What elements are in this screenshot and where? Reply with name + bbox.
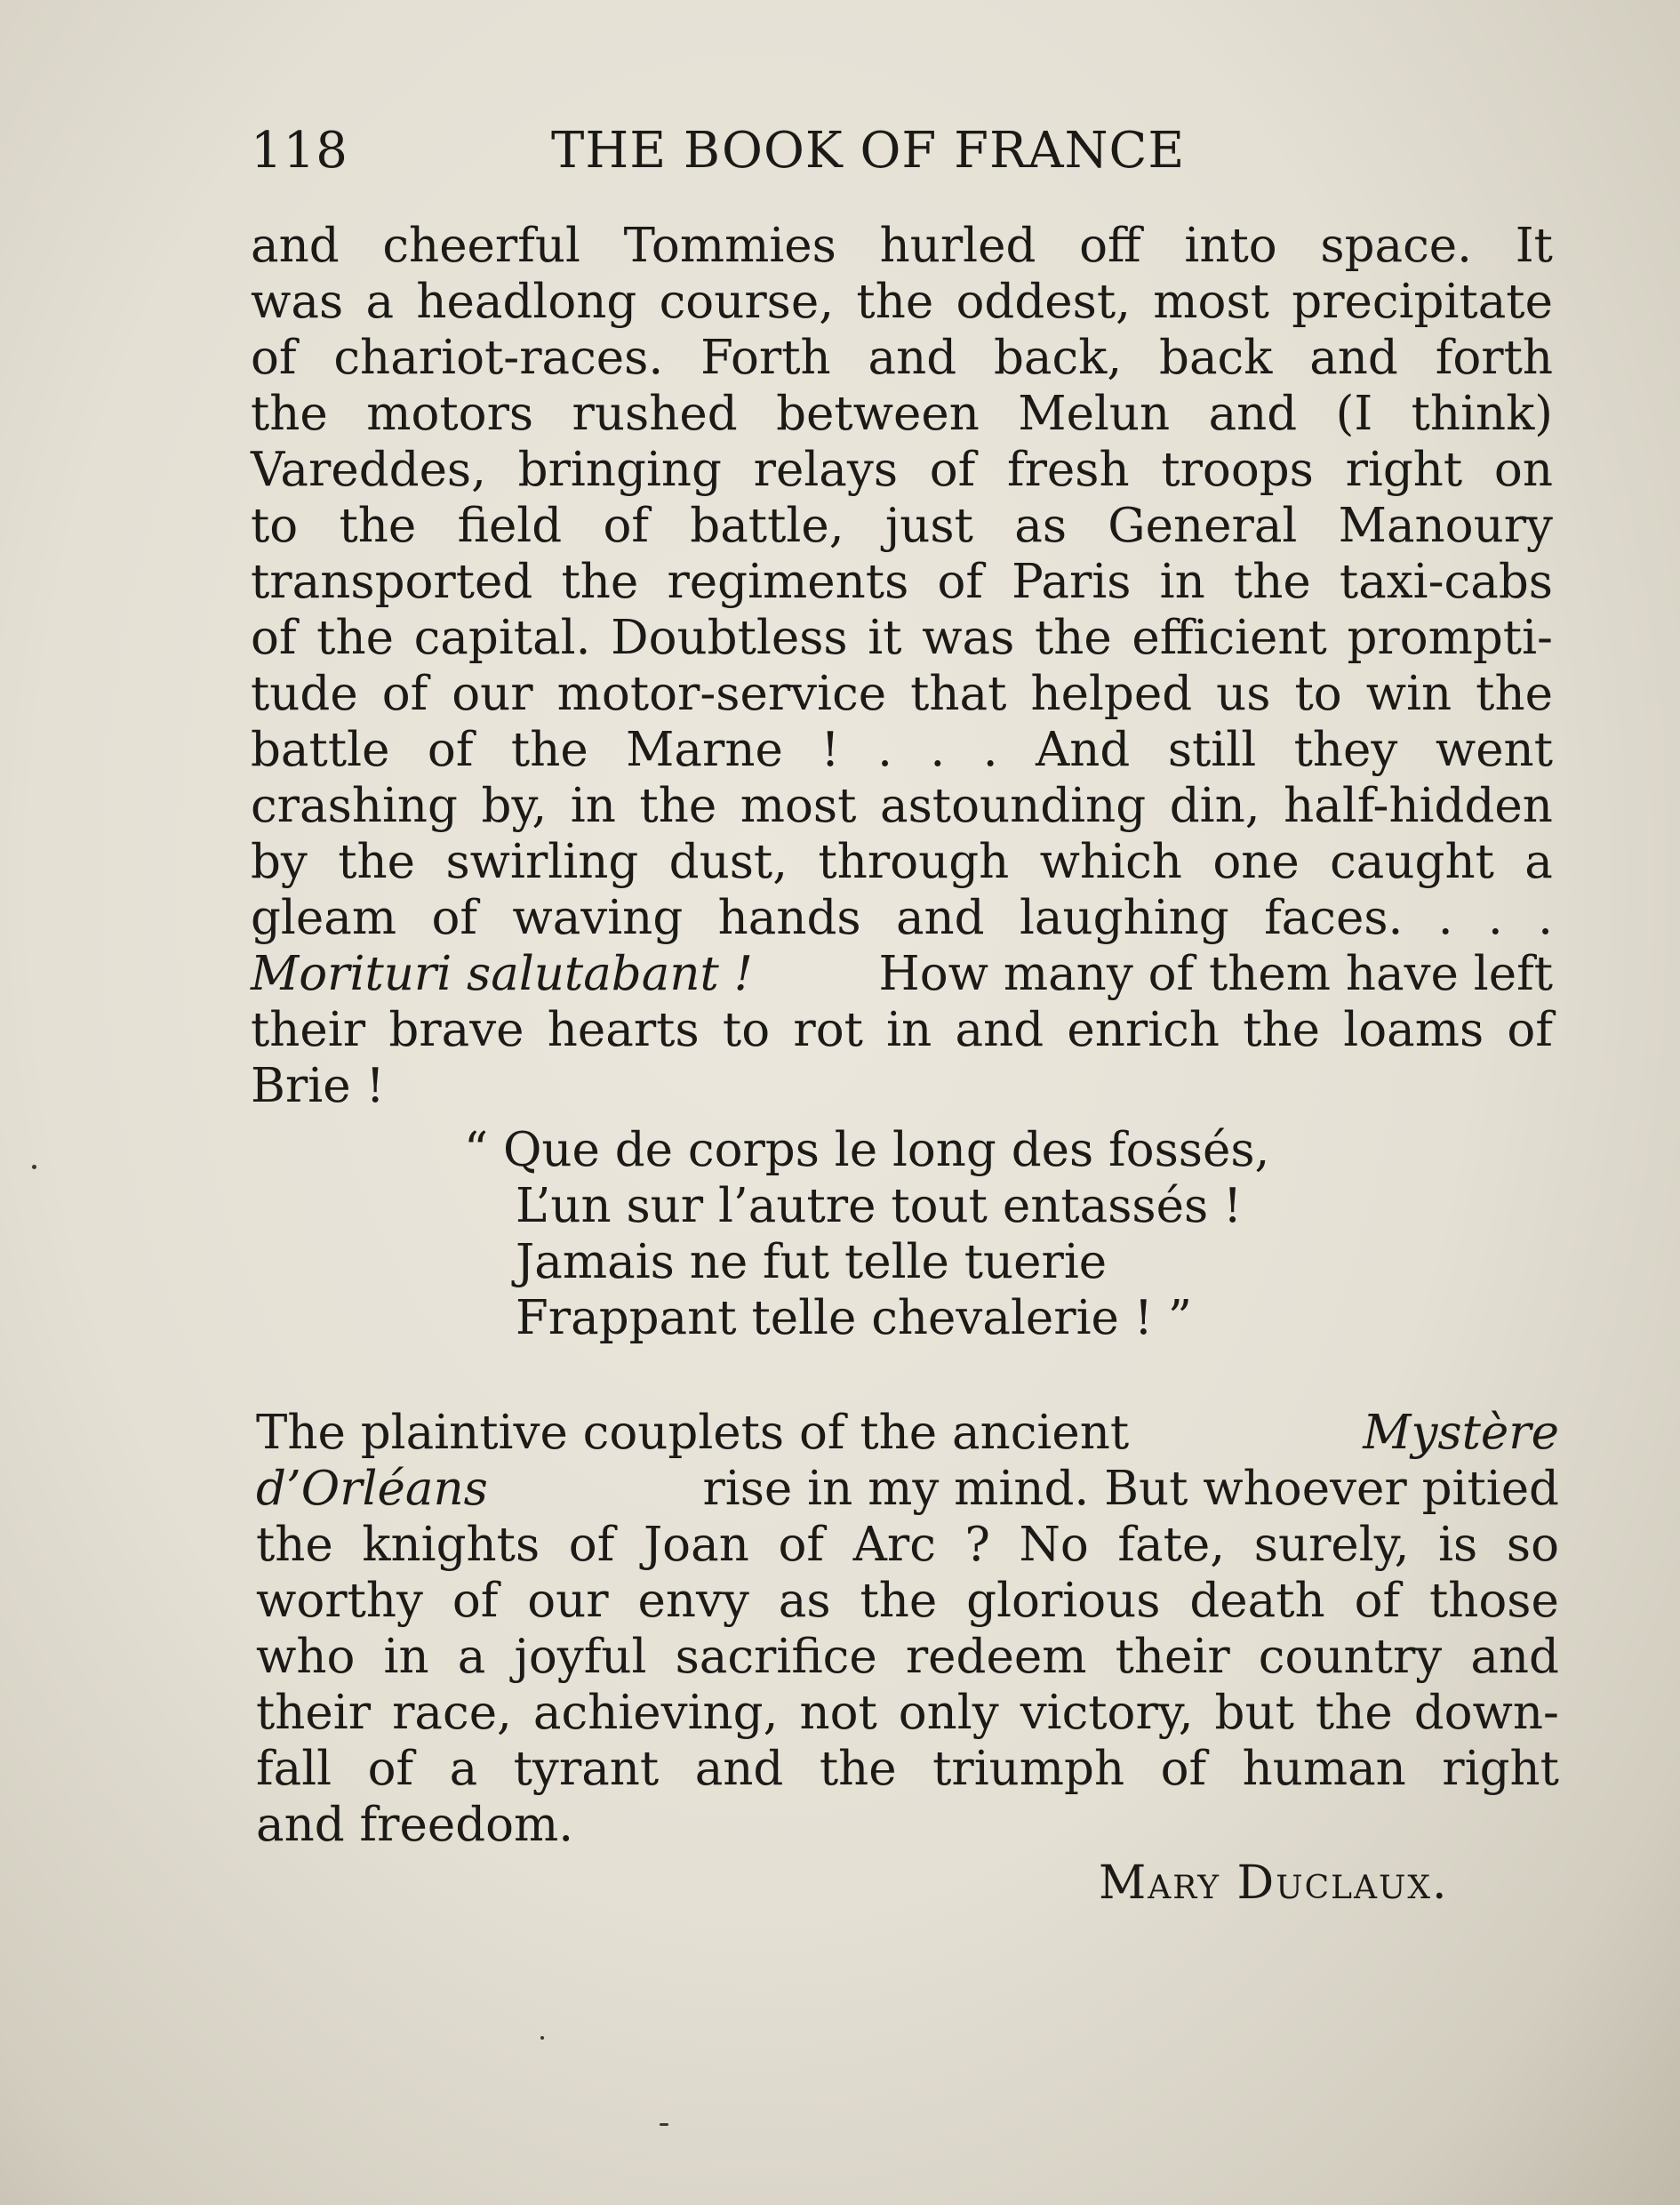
word: who — [256, 1630, 356, 1684]
word: and — [1470, 1630, 1559, 1684]
word: their — [1115, 1630, 1230, 1684]
word: a — [1524, 835, 1553, 889]
word: tude — [251, 667, 358, 721]
word: No — [1019, 1518, 1089, 1572]
word: motors — [366, 387, 534, 441]
word: capital. — [413, 611, 591, 665]
word: in — [886, 1003, 932, 1057]
word: just — [884, 499, 973, 553]
word: the — [510, 723, 588, 777]
word: . — [1538, 891, 1553, 945]
word: Arc — [852, 1518, 936, 1572]
word: death — [1189, 1574, 1325, 1628]
word: right — [1442, 1742, 1559, 1796]
word: precipitate — [1292, 275, 1553, 329]
word: to — [251, 499, 299, 553]
word: was — [251, 275, 344, 329]
word: efficient — [1132, 611, 1327, 665]
word: so — [1506, 1518, 1559, 1572]
verse-line: Frappant telle chevalerie ! ” — [516, 1291, 1192, 1345]
word: Vareddes, — [251, 443, 486, 497]
word: the — [1233, 555, 1311, 609]
word: . — [930, 723, 946, 777]
word: rot — [793, 1003, 863, 1057]
word: fresh — [1006, 443, 1130, 497]
word: off — [1079, 219, 1141, 273]
text-line: Brie ! — [251, 1059, 385, 1113]
word: not — [799, 1686, 877, 1740]
text-line — [251, 890, 1553, 947]
word: the — [1243, 1003, 1321, 1057]
word: and — [694, 1742, 784, 1796]
word: crashing — [251, 779, 458, 833]
word: helped — [1030, 667, 1193, 721]
word: swirling — [445, 835, 639, 889]
word: which — [1039, 835, 1182, 889]
word: the — [339, 499, 417, 553]
word: our — [452, 667, 533, 721]
word: they — [1293, 723, 1398, 777]
word: . — [877, 723, 892, 777]
word: envy — [637, 1574, 749, 1628]
word: and — [895, 891, 985, 945]
word: of — [1354, 1574, 1401, 1628]
text-line — [251, 554, 1553, 611]
word: Melun — [1018, 387, 1171, 441]
word: one — [1212, 835, 1300, 889]
word: hearts — [547, 1003, 700, 1057]
word: only — [898, 1686, 999, 1740]
word: but — [1214, 1686, 1294, 1740]
text-line — [251, 834, 1553, 891]
italic-phrase: Morituri salutabant ! — [251, 947, 753, 1001]
word: ? — [964, 1518, 990, 1572]
verse-line: L’un sur l’autre tout entassés ! — [516, 1179, 1243, 1233]
word: win — [1365, 667, 1452, 721]
word: Tommies — [623, 219, 836, 273]
word: of — [1507, 1003, 1553, 1057]
word: in — [383, 1630, 429, 1684]
text-line — [256, 1573, 1559, 1630]
word: the — [316, 611, 394, 665]
verse-line: Jamais ne fut telle tuerie — [516, 1235, 1108, 1289]
word: fall — [256, 1742, 332, 1796]
word: transported — [251, 555, 533, 609]
word: hurled — [879, 219, 1036, 273]
author-signature: Mary Duclaux. — [1099, 1856, 1449, 1910]
word: a — [457, 1630, 486, 1684]
word: half-hidden — [1284, 779, 1553, 833]
text-line — [251, 666, 1553, 723]
word: Paris — [1012, 555, 1132, 609]
word: as — [1014, 499, 1068, 553]
word: faces. — [1264, 891, 1404, 945]
word: rushed — [572, 387, 738, 441]
word: bringing — [517, 443, 722, 497]
word: Doubtless — [611, 611, 848, 665]
word: that — [910, 667, 1007, 721]
word: a — [365, 275, 395, 329]
word: hands — [717, 891, 861, 945]
word: us — [1216, 667, 1271, 721]
word: forth — [1435, 331, 1553, 385]
word: Forth — [700, 331, 831, 385]
word: in — [570, 779, 616, 833]
word: astounding — [879, 779, 1147, 833]
word: regiments — [667, 555, 909, 609]
word: taxi-cabs — [1339, 555, 1553, 609]
word: and — [251, 219, 340, 273]
word: went — [1435, 723, 1553, 777]
word: headlong — [416, 275, 637, 329]
word: think) — [1411, 387, 1553, 441]
word: victory, — [1020, 1686, 1194, 1740]
word: by — [251, 835, 308, 889]
word: the — [1315, 1686, 1393, 1740]
word: Manoury — [1338, 499, 1553, 553]
word: chariot-races. — [333, 331, 664, 385]
word: of — [251, 331, 297, 385]
word: those — [1428, 1574, 1559, 1628]
word: joyful — [514, 1630, 647, 1684]
word: it — [868, 611, 902, 665]
word: of — [427, 723, 474, 777]
word: . — [982, 723, 998, 777]
word: into — [1184, 219, 1277, 273]
word: is — [1438, 1518, 1478, 1572]
word: of — [1160, 1742, 1207, 1796]
word: the — [251, 387, 328, 441]
text-line — [251, 274, 1553, 331]
word: their — [256, 1686, 372, 1740]
word: of — [937, 555, 983, 609]
word: enrich — [1067, 1003, 1220, 1057]
word: knights — [362, 1518, 540, 1572]
word: laughing — [1019, 891, 1229, 945]
word: most — [740, 779, 857, 833]
word: on — [1493, 443, 1553, 497]
text-segment: How many of them have left — [878, 947, 1553, 1001]
word: our — [527, 1574, 609, 1628]
text-line — [251, 218, 1553, 275]
word: in — [1159, 555, 1205, 609]
word: General — [1108, 499, 1298, 553]
word: of — [431, 891, 477, 945]
word: of — [367, 1742, 414, 1796]
word: loams — [1343, 1003, 1484, 1057]
word: of — [778, 1518, 824, 1572]
word: through — [818, 835, 1010, 889]
word: the — [256, 1518, 333, 1572]
word: as — [778, 1574, 831, 1628]
word: back — [1159, 331, 1273, 385]
paper-speck — [660, 2123, 668, 2126]
text-line — [251, 386, 1553, 443]
word: (I — [1335, 387, 1373, 441]
italic-word: Mystère — [1363, 1406, 1559, 1460]
word: gleam — [251, 891, 397, 945]
word: and — [955, 1003, 1044, 1057]
word: brave — [388, 1003, 524, 1057]
word: to — [722, 1003, 771, 1057]
word: back, — [994, 331, 1123, 385]
word: by, — [481, 779, 548, 833]
text-line — [251, 722, 1553, 779]
text-line — [256, 1517, 1559, 1574]
text-line — [251, 610, 1553, 667]
word: and — [868, 331, 957, 385]
word: caught — [1330, 835, 1494, 889]
word: the — [338, 835, 416, 889]
word: still — [1167, 723, 1257, 777]
text-segment: The plaintive couplets of the ancient — [256, 1406, 1130, 1460]
word: tyrant — [513, 1742, 660, 1796]
word: right — [1345, 443, 1463, 497]
word: surely, — [1253, 1518, 1410, 1572]
word: the — [1034, 611, 1112, 665]
running-head — [251, 116, 1273, 187]
word: field — [457, 499, 563, 553]
word: Joan — [643, 1518, 749, 1572]
word: between — [776, 387, 980, 441]
paper-speck — [540, 2036, 544, 2040]
word: waving — [512, 891, 684, 945]
word: din, — [1169, 779, 1260, 833]
word: It — [1515, 219, 1553, 273]
paper-speck — [32, 1165, 36, 1169]
text-line — [256, 1405, 1559, 1462]
word: glorious — [966, 1574, 1161, 1628]
text-line — [251, 946, 1553, 1003]
text-line — [256, 1741, 1559, 1798]
word: and — [1309, 331, 1398, 385]
word: oddest, — [956, 275, 1131, 329]
word: country — [1258, 1630, 1443, 1684]
word: the — [639, 779, 717, 833]
text-line: and freedom. — [256, 1798, 574, 1852]
word: of — [568, 1518, 615, 1572]
text-line — [256, 1461, 1559, 1518]
word: human — [1242, 1742, 1406, 1796]
word: motor-service — [556, 667, 887, 721]
word: of — [452, 1574, 499, 1628]
word: triumph — [932, 1742, 1125, 1796]
text-line — [251, 778, 1553, 835]
word: prompti- — [1347, 611, 1553, 665]
word: ! — [820, 723, 840, 777]
running-title: THE BOOK OF FRANCE — [551, 122, 1186, 180]
text-line — [251, 1002, 1553, 1059]
word: was — [922, 611, 1015, 665]
word: and — [1208, 387, 1298, 441]
word: worthy — [256, 1574, 423, 1628]
word: relays — [753, 443, 899, 497]
word: dust, — [668, 835, 788, 889]
word: the — [1476, 667, 1553, 721]
word: to — [1294, 667, 1342, 721]
word: of — [929, 443, 976, 497]
word: . — [1437, 891, 1453, 945]
word: achieving, — [532, 1686, 779, 1740]
word: of — [381, 667, 428, 721]
italic-word: d’Orléans — [256, 1462, 488, 1516]
word: the — [860, 1574, 938, 1628]
text-line — [251, 330, 1553, 387]
word: a — [449, 1742, 478, 1796]
verse-line: “ Que de corps le long des fossés, — [464, 1123, 1270, 1177]
word: the — [856, 275, 934, 329]
page-number: 118 — [251, 122, 348, 180]
word: most — [1153, 275, 1269, 329]
word: battle, — [690, 499, 844, 553]
word: the — [819, 1742, 897, 1796]
word: their — [251, 1003, 366, 1057]
text-line — [256, 1629, 1559, 1686]
word: cheerful — [382, 219, 580, 273]
word: . — [1487, 891, 1503, 945]
text-line — [251, 498, 1553, 555]
text-line — [256, 1685, 1559, 1742]
word: troops — [1161, 443, 1314, 497]
word: And — [1036, 723, 1131, 777]
text-segment: rise in my mind. But whoever pitied — [702, 1462, 1559, 1516]
word: battle — [251, 723, 390, 777]
word: down- — [1413, 1686, 1559, 1740]
word: of — [251, 611, 297, 665]
word: Marne — [626, 723, 783, 777]
word: fate, — [1117, 1518, 1226, 1572]
word: of — [603, 499, 649, 553]
word: the — [561, 555, 639, 609]
word: course, — [659, 275, 835, 329]
word: redeem — [905, 1630, 1087, 1684]
word: sacrifice — [675, 1630, 877, 1684]
text-line — [251, 442, 1553, 499]
word: race, — [392, 1686, 512, 1740]
word: space. — [1320, 219, 1473, 273]
